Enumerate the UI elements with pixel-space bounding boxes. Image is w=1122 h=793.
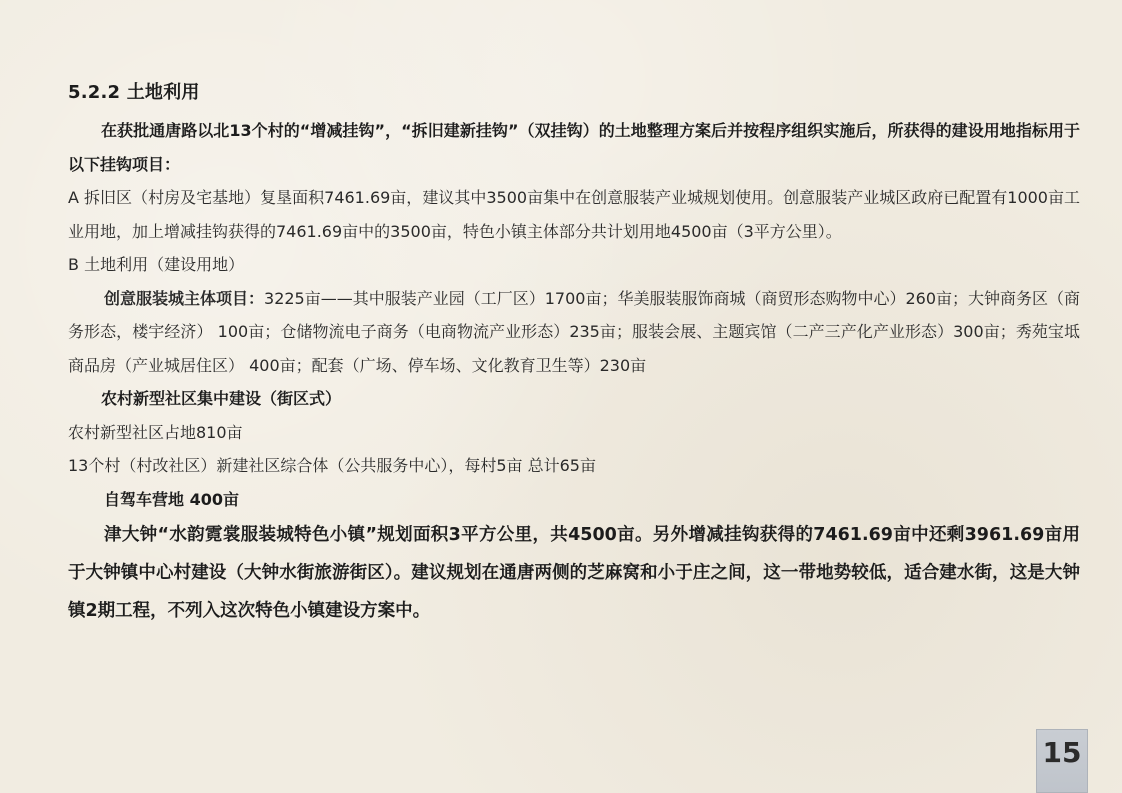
main-project-text: 3225亩——其中服装产业园（工厂区）1700亩；华美服装服饰商城（商贸形态购物中心）260亩；大钟商务区（商务形态，楼宇经济） 100亩；仓储物流电子商务（电商物流产业形态）235亩；服装会展、主题宾馆（二产三产化产业形态）300亩；秀苑宝坻商品房（产业城居住区） 400亩；配套（广场、停车场、文化教育卫生等）230亩	[68, 288, 1080, 375]
summary-paragraph: 津大钟“水韵霓裳服装城特色小镇”规划面积3平方公里，共4500亩。另外增减挂钩获得的7461.69亩中还剩3961.69亩用于大钟镇中心村建设（大钟水街旅游街区）。建议规划在通唐两侧的芝麻窝和小于庄之间，这一带地势较低，适合建水街，这是大钟镇2期工程，不列入这次特色小镇建设方案中。	[68, 525, 1080, 621]
page-number-box	[1036, 729, 1088, 793]
intro-paragraph: 在获批通唐路以北13个村的“增减挂钩”，“拆旧建新挂钩”（双挂钩）的土地整理方案后并按程序组织实施后，所获得的建设用地指标用于以下挂钩项目：	[68, 121, 1080, 174]
item-a-paragraph: A 拆旧区（村房及宅基地）复垦面积7461.69亩，建议其中3500亩集中在创意服装产业城规划使用。创意服装产业城区政府已配置有1000亩工业用地，加上增减挂钩获得的7461.69亩中的3500亩，特色小镇主体部分共计划用地4500亩（3平方公里）。	[68, 188, 1080, 241]
community-heading: 农村新型社区集中建设（街区式）	[101, 389, 342, 408]
main-project-paragraph	[68, 282, 1080, 383]
camp-item: 自驾车营地 400亩	[104, 489, 239, 509]
main-project-label: 创意服装城主体项目：	[104, 288, 265, 308]
community-center: 13个村（村改社区）新建社区综合体（公共服务中心），每村5亩 总计65亩	[68, 456, 596, 475]
section-heading: 5.2.2 土地利用	[68, 82, 200, 103]
community-area: 农村新型社区占地810亩	[68, 422, 243, 442]
document-body	[68, 80, 1080, 630]
page-number: 15	[1042, 736, 1082, 769]
item-b-heading: B 土地利用（建设用地）	[68, 255, 245, 274]
